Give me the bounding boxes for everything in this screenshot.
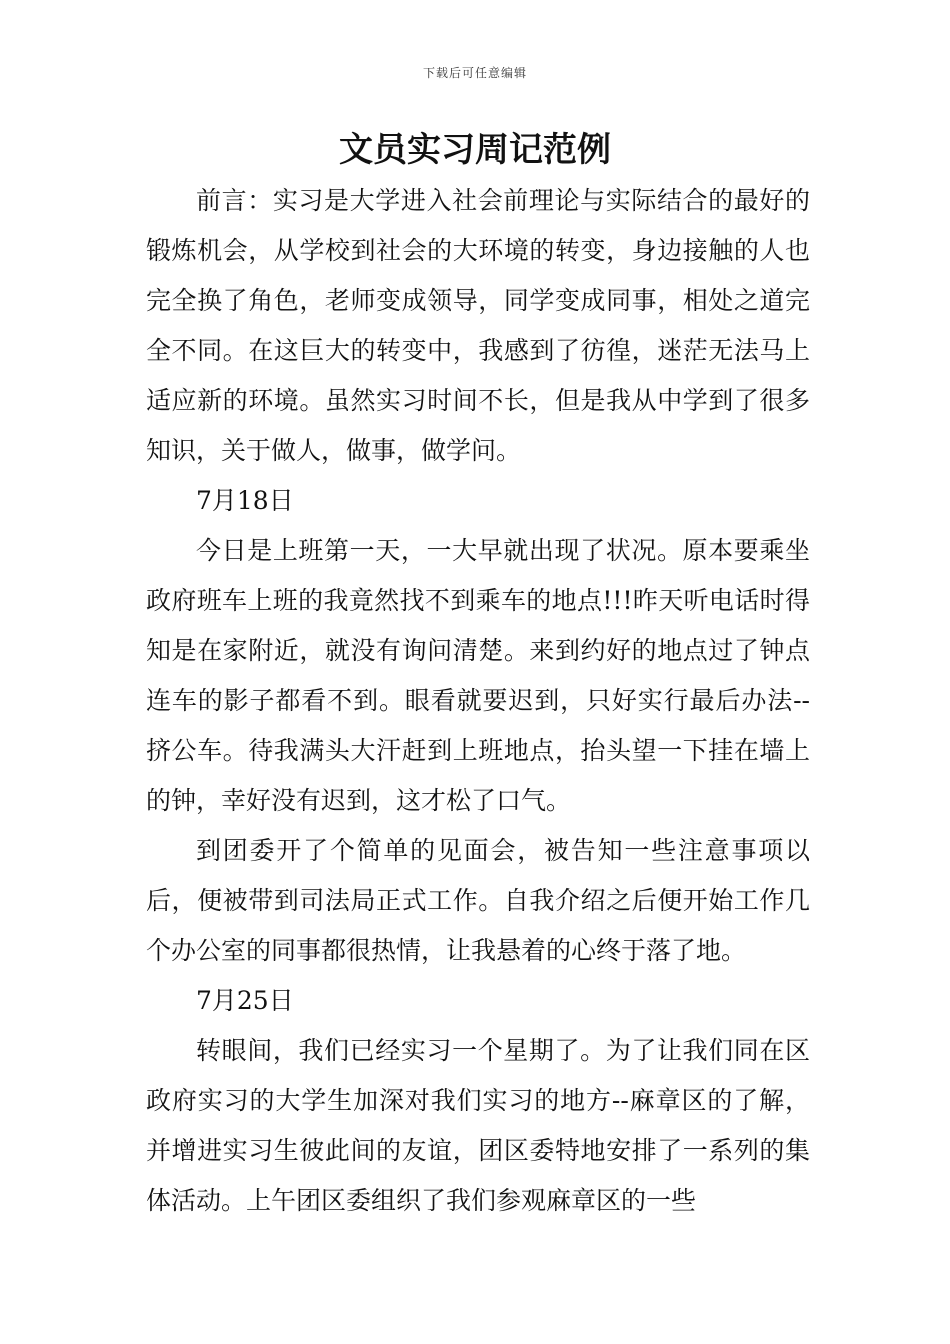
header-note: 下载后可任意编辑: [422, 66, 527, 80]
body-paragraph: 到团委开了个简单的见面会，被告知一些注意事项以后，便被带到司法局正式工作。自我介绍之后便开始工作几个办公室的同事都很热情，让我悬着的心终于落了地。: [146, 836, 810, 965]
preface-paragraph: 前言：实习是大学进入社会前理论与实际结合的最好的锻炼机会，从学校到社会的大环境的转变，身边接触的人也完全换了角色，老师变成领导，同学变成同事，相处之道完全不同。在这巨大的转变中，我感到了彷徨，迷茫无法马上适应新的环境。虽然实习时间不长，但是我从中学到了很多知识，关于做人，做事，做学问。: [146, 186, 810, 465]
date-heading: 7月18日: [196, 486, 294, 515]
date-heading: 7月25日: [196, 986, 294, 1015]
document-title: 文员实习周记范例: [339, 130, 611, 170]
body-paragraph: 转眼间，我们已经实习一个星期了。为了让我们同在区政府实习的大学生加深对我们实习的地方--麻章区的了解，并增进实习生彼此间的友谊，团区委特地安排了一系列的集体活动。上午团区委组织了我们参观麻章区的一些: [146, 1036, 810, 1215]
document-body: [146, 176, 810, 1226]
body-paragraph: 今日是上班第一天，一大早就出现了状况。原本要乘坐政府班车上班的我竟然找不到乘车的地点!!!昨天听电话时得知是在家附近，就没有询问清楚。来到约好的地点过了钟点连车的影子都看不到。眼看就要迟到，只好实行最后办法--挤公车。待我满头大汗赶到上班地点，抬头望一下挂在墙上的钟，幸好没有迟到，这才松了口气。: [146, 536, 810, 815]
